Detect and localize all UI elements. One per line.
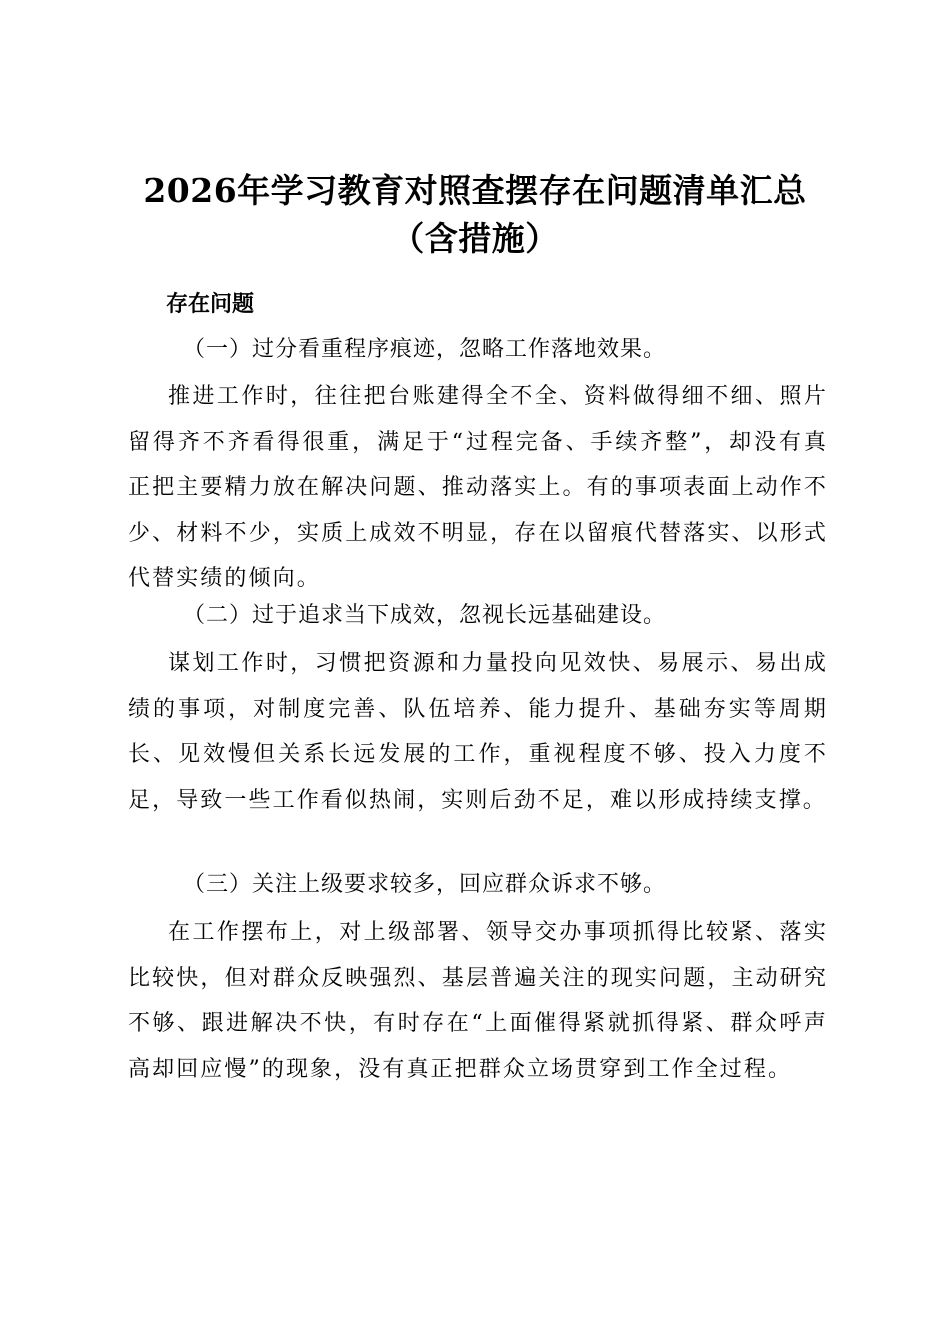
issue-body-3: 在工作摆布上，对上级部署、领导交办事项抓得比较紧、落实比较快，但对群众反映强烈、基层普遍关注的现实问题，主动研究不够、跟进解决不快，有时存在“上面催得紧就抓得紧、群众呼声高却回应慢”的现象，没有真正把群众立场贯穿到工作全过程。 — [128, 920, 828, 1082]
document-title: 2026年学习教育对照查摆存在问题清单汇总 — [143, 171, 807, 210]
section-heading: 存在问题 — [166, 291, 255, 317]
issue-heading-2: （二）过于追求当下成效，忽视长远基础建设。 — [183, 603, 667, 628]
issue-heading-3: （三）关注上级要求较多，回应群众诉求不够。 — [183, 872, 667, 897]
issue-heading-1: （一）过分看重程序痕迹，忽略工作落地效果。 — [183, 337, 667, 362]
document-title-subtitle: （含措施） — [391, 219, 559, 258]
issue-body-2: 谋划工作时，习惯把资源和力量投向见效快、易展示、易出成绩的事项，对制度完善、队伍培养、能力提升、基础夯实等周期长、见效慢但关系长远发展的工作，重视程度不够、投入力度不足，导致一些工作看似热闹，实则后劲不足，难以形成持续支撑。 — [128, 651, 828, 813]
issue-body-1: 推进工作时，往往把台账建得全不全、资料做得细不细、照片留得齐不齐看得很重，满足于“过程完备、手续齐整”，却没有真正把主要精力放在解决问题、推动落实上。有的事项表面上动作不少、材料不少，实质上成效不明显，存在以留痕代替落实、以形式代替实绩的倾向。 — [128, 384, 828, 591]
